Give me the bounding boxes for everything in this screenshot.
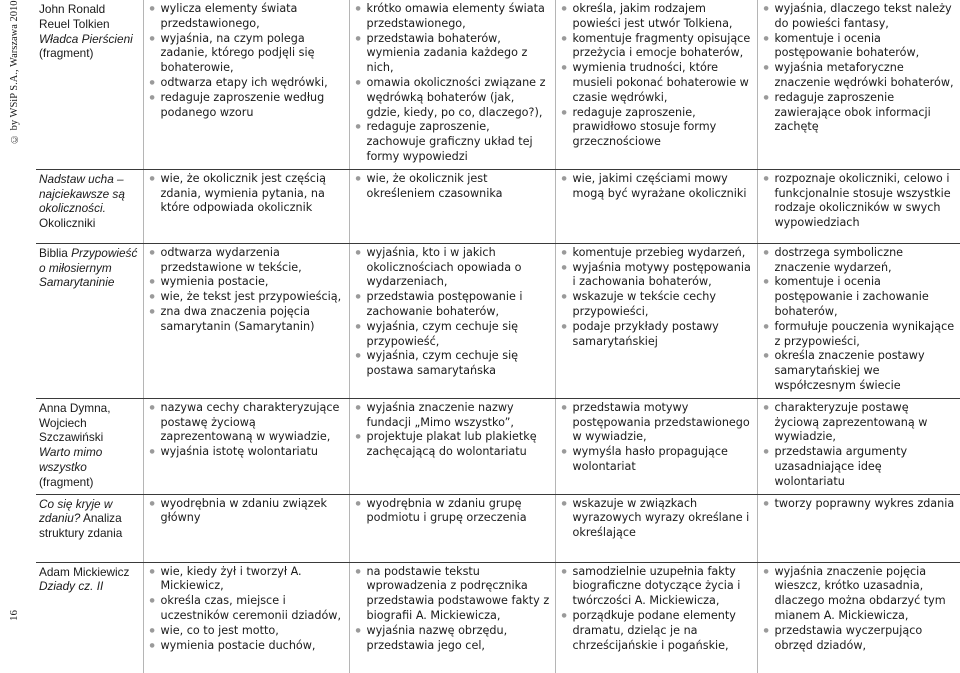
requirements-level-4: [757, 494, 960, 562]
requirements-level-1: [143, 398, 349, 494]
requirements-level-4: [757, 169, 960, 243]
requirements-level-1: [143, 0, 349, 169]
requirements-list: [763, 565, 956, 654]
list-item: ● wskazuje w tekście cechy przypowieści,: [561, 290, 752, 320]
requirements-list: [561, 2, 752, 150]
list-item: ● wymienia trudności, które musieli pokonać bohaterowie w czasie wędrówki,: [561, 61, 752, 105]
requirements-level-2: [349, 494, 555, 562]
lesson-title-part: Okoliczniki: [39, 216, 96, 231]
list-item: ● wie, że okolicznik jest częścią zdania, wymienia pytania, na które odpowiada okolicznik: [149, 172, 344, 216]
list-item: ● formułuje pouczenia wynikające z przypowieści,: [763, 320, 956, 350]
requirements-list: [561, 246, 752, 350]
list-item: ● wymienia postacie duchów,: [149, 639, 344, 654]
list-item: ● wyjaśnia, czym cechuje się przypowieść,: [355, 320, 550, 350]
list-item: ● określa czas, miejsce i uczestników ceremonii dziadów,: [149, 594, 344, 624]
list-item: ● wie, że tekst jest przypowieścią,: [149, 290, 344, 305]
lesson-title-part: Dziady cz. II: [39, 579, 104, 594]
requirements-list: [561, 401, 752, 475]
requirements-list: [763, 172, 956, 231]
copyright-notice: © by WSiP S.A., Warszawa 2010: [9, 0, 20, 144]
requirements-list: [149, 2, 344, 120]
requirements-level-1: [143, 169, 349, 243]
page-number: 16: [8, 610, 20, 621]
list-item: ● komentuje i ocenia postępowanie bohaterów,: [763, 32, 956, 62]
list-item: ● wymyśla hasło propagujące wolontariat: [561, 445, 752, 475]
requirements-level-1: [143, 494, 349, 562]
list-item: ● wyodrębnia w zdaniu związek główny: [149, 497, 344, 527]
lesson-title-part: Co się kryje w zdaniu?: [39, 496, 113, 526]
list-item: ● wyjaśnia nazwę obrzędu, przedstawia jego cel,: [355, 624, 550, 654]
lesson-title-part: Analiza struktury zdania: [39, 511, 123, 541]
requirements-list: [561, 497, 752, 541]
list-item: ● tworzy poprawny wykres zdania: [763, 497, 956, 512]
table-row: [36, 0, 960, 169]
requirements-table: [36, 0, 960, 673]
list-item: ● wylicza elementy świata przedstawionego,: [149, 2, 344, 32]
list-item: ● nazywa cechy charakteryzujące postawę życiową zaprezentowaną w wywiadzie,: [149, 401, 344, 445]
requirements-list: [149, 246, 344, 335]
list-item: ● wyjaśnia, kto i w jakich okolicznościach opowiada o wydarzeniach,: [355, 246, 550, 290]
list-item: ● wskazuje w związkach wyrazowych wyrazy określane i określające: [561, 497, 752, 541]
lesson-title-part: Przypowieść o miłosiernym Samarytaninie: [39, 245, 138, 290]
list-item: ● wie, że okolicznik jest określeniem czasownika: [355, 172, 550, 202]
requirements-list: [355, 2, 550, 165]
requirements-list: [149, 565, 344, 654]
lesson-title: [36, 169, 143, 243]
requirements-list: [355, 401, 550, 460]
list-item: ● odtwarza etapy ich wędrówki,: [149, 76, 344, 91]
requirements-list: [149, 401, 344, 460]
requirements-level-2: [349, 0, 555, 169]
requirements-level-1: [143, 243, 349, 398]
lesson-title-part: Nadstaw ucha – najciekawsze są okoliczności.: [39, 171, 125, 216]
list-item: ● przedstawia wyczerpująco obrzęd dziadów,: [763, 624, 956, 654]
requirements-level-3: [555, 562, 757, 673]
table-row: [36, 562, 960, 673]
list-item: ● wie, co to jest motto,: [149, 624, 344, 639]
lesson-title-part: Władca Pierścieni: [39, 31, 133, 46]
table-row: [36, 169, 960, 243]
requirements-list: [355, 172, 550, 202]
requirements-level-2: [349, 169, 555, 243]
list-item: ● na podstawie tekstu wprowadzenia z podręcznika przedstawia podstawowe fakty z biografii A. Mickiewicza,: [355, 565, 550, 624]
lesson-title: [36, 398, 143, 494]
lesson-title-part: (fragment): [39, 474, 94, 489]
requirements-list: [561, 172, 752, 202]
list-item: ● wyjaśnia motywy postępowania i zachowania bohaterów,: [561, 261, 752, 291]
requirements-list: [355, 565, 550, 654]
lesson-title-part: (fragment): [39, 46, 94, 61]
list-item: ● odtwarza wydarzenia przedstawione w tekście,: [149, 246, 344, 276]
list-item: ● określa, jakim rodzajem powieści jest utwór Tolkiena,: [561, 2, 752, 32]
list-item: ● wyjaśnia metaforyczne znaczenie wędrówki bohaterów,: [763, 61, 956, 91]
list-item: ● omawia okoliczności związane z wędrówką bohaterów (jak, gdzie, kiedy, po co, dlaczego?),: [355, 76, 550, 120]
requirements-level-4: [757, 243, 960, 398]
list-item: ● wie, jakimi częściami mowy mogą być wyrażane okoliczniki: [561, 172, 752, 202]
list-item: ● przedstawia bohaterów, wymienia zadania każdego z nich,: [355, 32, 550, 76]
list-item: ● samodzielnie uzupełnia fakty biograficzne dotyczące życia i twórczości A. Mickiewicza,: [561, 565, 752, 609]
requirements-level-1: [143, 562, 349, 673]
lesson-title: [36, 562, 143, 673]
requirements-level-4: [757, 398, 960, 494]
requirements-level-4: [757, 562, 960, 673]
list-item: ● przedstawia postępowanie i zachowanie bohaterów,: [355, 290, 550, 320]
list-item: ● zna dwa znaczenia pojęcia samarytanin (Samarytanin): [149, 305, 344, 335]
list-item: ● przedstawia motywy postępowania przedstawionego w wywiadzie,: [561, 401, 752, 445]
list-item: ● określa znaczenie postawy samarytańskiej we współczesnym świecie: [763, 349, 956, 393]
requirements-list: [561, 565, 752, 654]
requirements-list: [763, 2, 956, 135]
list-item: ● wymienia postacie,: [149, 275, 344, 290]
lesson-title-part: Warto mimo wszystko: [39, 445, 103, 474]
list-item: ● podaje przykłady postawy samarytańskiej: [561, 320, 752, 350]
lesson-title: [36, 494, 143, 562]
requirements-level-2: [349, 562, 555, 673]
lesson-title-part: Biblia: [39, 245, 72, 260]
lesson-title: [36, 0, 143, 169]
list-item: ● wyjaśnia istotę wolontariatu: [149, 445, 344, 460]
list-item: ● redaguje zaproszenie według podanego wzoru: [149, 91, 344, 121]
list-item: ● redaguje zaproszenie, zachowuje graficzny układ tej formy wypowiedzi: [355, 120, 550, 164]
list-item: ● redaguje zaproszenie, prawidłowo stosuje formy grzecznościowe: [561, 106, 752, 150]
list-item: ● charakteryzuje postawę życiową zaprezentowaną w wywiadzie,: [763, 401, 956, 445]
requirements-level-4: [757, 0, 960, 169]
list-item: ● wyodrębnia w zdaniu grupę podmiotu i grupę orzeczenia: [355, 497, 550, 527]
list-item: ● rozpoznaje okoliczniki, celowo i funkcjonalnie stosuje wszystkie rodzaje okoliczników w swych wypowiedziach: [763, 172, 956, 231]
list-item: ● komentuje przebieg wydarzeń,: [561, 246, 752, 261]
list-item: ● redaguje zaproszenie zawierające obok informacji zachętę: [763, 91, 956, 135]
list-item: ● komentuje fragmenty opisujące przeżycia i emocje bohaterów,: [561, 32, 752, 62]
requirements-level-3: [555, 243, 757, 398]
list-item: ● komentuje i ocenia postępowanie i zachowanie bohaterów,: [763, 275, 956, 319]
list-item: ● wyjaśnia znaczenie pojęcia wieszcz, krótko uzasadnia, dlaczego można obdarzyć tym mianem A. Mickiewicza,: [763, 565, 956, 624]
requirements-list: [149, 497, 344, 527]
list-item: ● porządkuje podane elementy dramatu, dzieląc je na chrześcijańskie i pogańskie,: [561, 609, 752, 653]
list-item: ● wyjaśnia, na czym polega zadanie, którego podjęli się bohaterowie,: [149, 32, 344, 76]
lesson-title-part: John Ronald Reuel Tolkien: [39, 2, 110, 31]
requirements-list: [355, 497, 550, 527]
requirements-level-3: [555, 494, 757, 562]
list-item: ● przedstawia argumenty uzasadniające ideę wolontariatu: [763, 445, 956, 489]
list-item: ● projektuje plakat lub plakietkę zachęcającą do wolontariatu: [355, 430, 550, 460]
list-item: ● wyjaśnia, dlaczego tekst należy do powieści fantasy,: [763, 2, 956, 32]
list-item: ● dostrzega symboliczne znaczenie wydarzeń,: [763, 246, 956, 276]
table-row: [36, 494, 960, 562]
requirements-level-3: [555, 169, 757, 243]
list-item: ● wie, kiedy żył i tworzył A. Mickiewicz,: [149, 565, 344, 595]
requirements-list: [149, 172, 344, 216]
table-row: [36, 398, 960, 494]
list-item: ● wyjaśnia, czym cechuje się postawa samarytańska: [355, 349, 550, 379]
requirements-list: [763, 246, 956, 394]
list-item: ● wyjaśnia znaczenie nazwy fundacji „Mimo wszystko”,: [355, 401, 550, 431]
lesson-title-part: Adam Mickiewicz: [39, 564, 130, 579]
table-row: [36, 243, 960, 398]
requirements-level-3: [555, 398, 757, 494]
lesson-title-part: Anna Dymna, Wojciech Szczawiński: [39, 400, 111, 445]
requirements-level-2: [349, 243, 555, 398]
requirements-list: [763, 401, 956, 490]
requirements-level-3: [555, 0, 757, 169]
requirements-list: [763, 497, 956, 512]
list-item: ● krótko omawia elementy świata przedstawionego,: [355, 2, 550, 32]
lesson-title: [36, 243, 143, 398]
requirements-list: [355, 246, 550, 379]
requirements-level-2: [349, 398, 555, 494]
